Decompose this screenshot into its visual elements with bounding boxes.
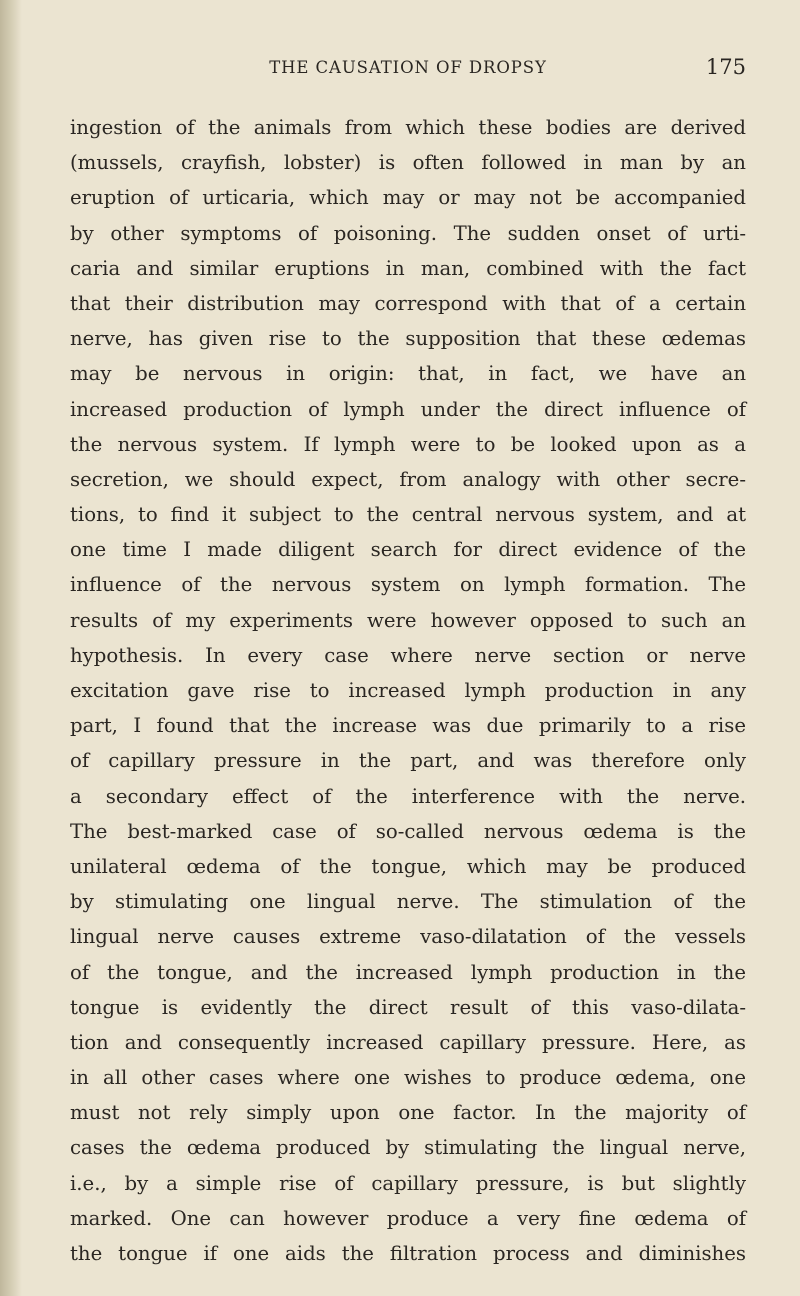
text-line: (mussels, crayfish, lobster) is often followed in man by an — [70, 151, 746, 175]
text-line: tongue is evidently the direct result of this vaso-dilata- — [70, 995, 746, 1019]
text-line: nerve, has given rise to the supposition that these œdemas — [70, 327, 746, 351]
text-line: of capillary pressure in the part, and was therefore only — [70, 749, 746, 773]
text-line: by other symptoms of poisoning. The sudden onset of urti- — [70, 221, 746, 245]
text-line: unilateral œdema of the tongue, which may be produced — [70, 854, 746, 878]
chapter-title: THE CAUSATION OF DROPSY — [269, 58, 547, 77]
text-line: tions, to find it subject to the central nervous system, and at — [70, 503, 746, 527]
text-line: increased production of lymph under the direct influence of — [70, 397, 746, 421]
text-line: caria and similar eruptions in man, combined with the fact — [70, 256, 746, 280]
text-line: a secondary effect of the interference with the nerve. — [70, 784, 746, 808]
running-head — [70, 55, 746, 88]
text-line: ingestion of the animals from which these bodies are derived — [70, 116, 746, 139]
text-line: that their distribution may correspond with that of a certain — [70, 291, 746, 315]
text-line: results of my experiments were however opposed to such an — [70, 608, 746, 632]
text-line: hypothesis. In every case where nerve section or nerve — [70, 643, 746, 667]
body-text — [70, 110, 746, 1271]
page-spine-shadow — [0, 0, 22, 1296]
text-line: tion and consequently increased capillary pressure. Here, as — [70, 1030, 746, 1054]
text-line: lingual nerve causes extreme vaso-dilatation of the vessels — [70, 925, 746, 949]
text-line: excitation gave rise to increased lymph production in any — [70, 679, 746, 702]
text-line: by stimulating one lingual nerve. The stimulation of the — [70, 890, 746, 914]
text-line: influence of the nervous system on lymph formation. The — [70, 573, 746, 597]
text-line: cases the œdema produced by stimulating the lingual nerve, — [70, 1136, 746, 1160]
text-line: one time I made diligent search for direct evidence of the — [70, 538, 746, 562]
text-line: part, I found that the increase was due primarily to a rise — [70, 714, 746, 738]
text-line: of the tongue, and the increased lymph production in the — [70, 960, 746, 984]
text-line: secretion, we should expect, from analogy with other secre- — [70, 467, 746, 491]
page-number: 175 — [705, 55, 746, 79]
text-line: the nervous system. If lymph were to be looked upon as a — [70, 432, 746, 456]
text-line: may be nervous in origin: that, in fact, we have an — [70, 362, 746, 386]
text-line: in all other cases where one wishes to produce œdema, one — [70, 1066, 746, 1090]
text-line: i.e., by a simple rise of capillary pressure, is but slightly — [70, 1171, 746, 1195]
text-line: the tongue if one aids the filtration process and diminishes — [70, 1242, 746, 1265]
text-line: eruption of urticaria, which may or may not be accompanied — [70, 186, 746, 210]
text-line: marked. One can however produce a very fine œdema of — [70, 1206, 746, 1230]
text-line: The best-marked case of so-called nervous œdema is the — [70, 819, 746, 843]
text-line: must not rely simply upon one factor. In the majority of — [70, 1101, 746, 1125]
